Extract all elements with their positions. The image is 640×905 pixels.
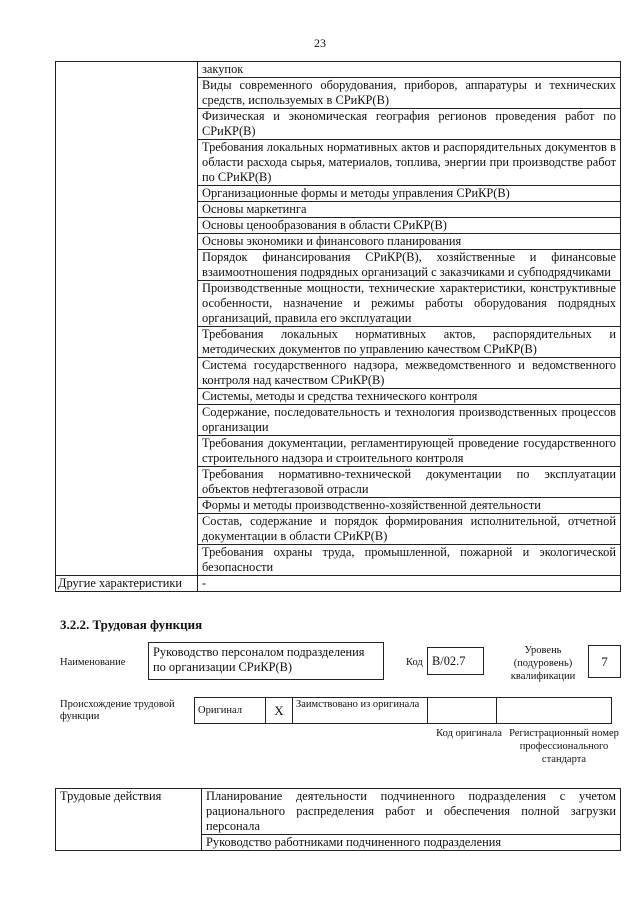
name-label: Наименование xyxy=(60,657,126,668)
origin-table xyxy=(194,697,612,724)
table-row xyxy=(56,789,621,835)
other-characteristics-label: Другие характеристики xyxy=(56,576,198,592)
knowledge-item: Содержание, последовательность и технология производственных процессов организации xyxy=(198,405,621,436)
registration-number-cell xyxy=(497,698,612,724)
knowledge-item: Требования документации, регламентирующей проведение государственного строительного надзора и строительного контроля xyxy=(198,436,621,467)
knowledge-item: Требования нормативно-технической документации по эксплуатации объектов нефтегазовой отрасли xyxy=(198,467,621,498)
code-value: В/02.7 xyxy=(427,647,484,675)
knowledge-item: Формы и методы производственно-хозяйственной деятельности xyxy=(198,498,621,514)
code-label: Код xyxy=(406,657,423,668)
knowledge-item: Физическая и экономическая география регионов проведения работ по СРиКР(В) xyxy=(198,109,621,140)
original-code-caption: Код оригинала xyxy=(436,728,502,739)
knowledge-item: Требования локальных нормативных актов и распорядительных документов в области расхода сырья, материалов, топлива, энергии при производстве работ по СРиКР(В) xyxy=(198,140,621,186)
knowledge-item: Требования локальных нормативных актов, распорядительных и методических документов по управлению качеством СРиКР(В) xyxy=(198,327,621,358)
knowledge-item: Организационные формы и методы управления СРиКР(В) xyxy=(198,186,621,202)
label-cell-empty xyxy=(56,62,198,576)
knowledge-item: Виды современного оборудования, приборов, аппаратуры и технических средств, используемых в СРиКР(В) xyxy=(198,78,621,109)
knowledge-item: Производственные мощности, технические характеристики, конструктивные особенности, назначение и режимы работы оборудования подрядных организаций, правила его эксплуатации xyxy=(198,281,621,327)
knowledge-item: Система государственного надзора, межведомственного и ведомственного контроля над качеством СРиКР(В) xyxy=(198,358,621,389)
registration-number-caption: Регистрационный номер профессионального стандарта xyxy=(509,728,619,765)
knowledge-item: Системы, методы и средства технического контроля xyxy=(198,389,621,405)
origin-label: Происхождение трудовой функции xyxy=(60,699,175,722)
knowledge-item: Основы маркетинга xyxy=(198,202,621,218)
knowledge-item: Состав, содержание и порядок формирования исполнительной, отчетной документации в области СРиКР(В) xyxy=(198,514,621,545)
level-value: 7 xyxy=(588,645,621,678)
original-code-cell xyxy=(428,698,497,724)
borrowed-label: Заимствовано из оригинала xyxy=(293,698,428,724)
original-mark: X xyxy=(266,698,293,724)
actions-table xyxy=(55,788,621,851)
other-characteristics-value: - xyxy=(198,576,621,592)
other-characteristics-row xyxy=(56,576,621,592)
knowledge-item: закупок xyxy=(198,62,621,78)
knowledge-item: Порядок финансирования СРиКР(В), хозяйственные и финансовые взаимоотношения подрядных организаций с заказчиками и субподрядчиками xyxy=(198,250,621,281)
section-title: 3.2.2. Трудовая функция xyxy=(60,617,203,632)
table-row xyxy=(56,62,621,78)
original-label: Оригинал xyxy=(195,698,266,724)
knowledge-item: Основы ценообразования в области СРиКР(В) xyxy=(198,218,621,234)
actions-label: Трудовые действия xyxy=(56,789,202,851)
level-label: Уровень (подуровень) квалификации xyxy=(510,645,576,682)
action-item: Руководство работниками подчиненного подразделения xyxy=(202,835,621,851)
name-value: Руководство персоналом подразделения по организации СРиКР(В) xyxy=(148,642,384,680)
knowledge-item: Требования охраны труда, промышленной, пожарной и экологической безопасности xyxy=(198,545,621,576)
action-item: Планирование деятельности подчиненного подразделения с учетом рационального распределения работ и обеспечения полной загрузки персонала xyxy=(202,789,621,835)
page-number: 23 xyxy=(314,36,326,50)
requirements-table xyxy=(55,61,621,592)
knowledge-item: Основы экономики и финансового планирования xyxy=(198,234,621,250)
